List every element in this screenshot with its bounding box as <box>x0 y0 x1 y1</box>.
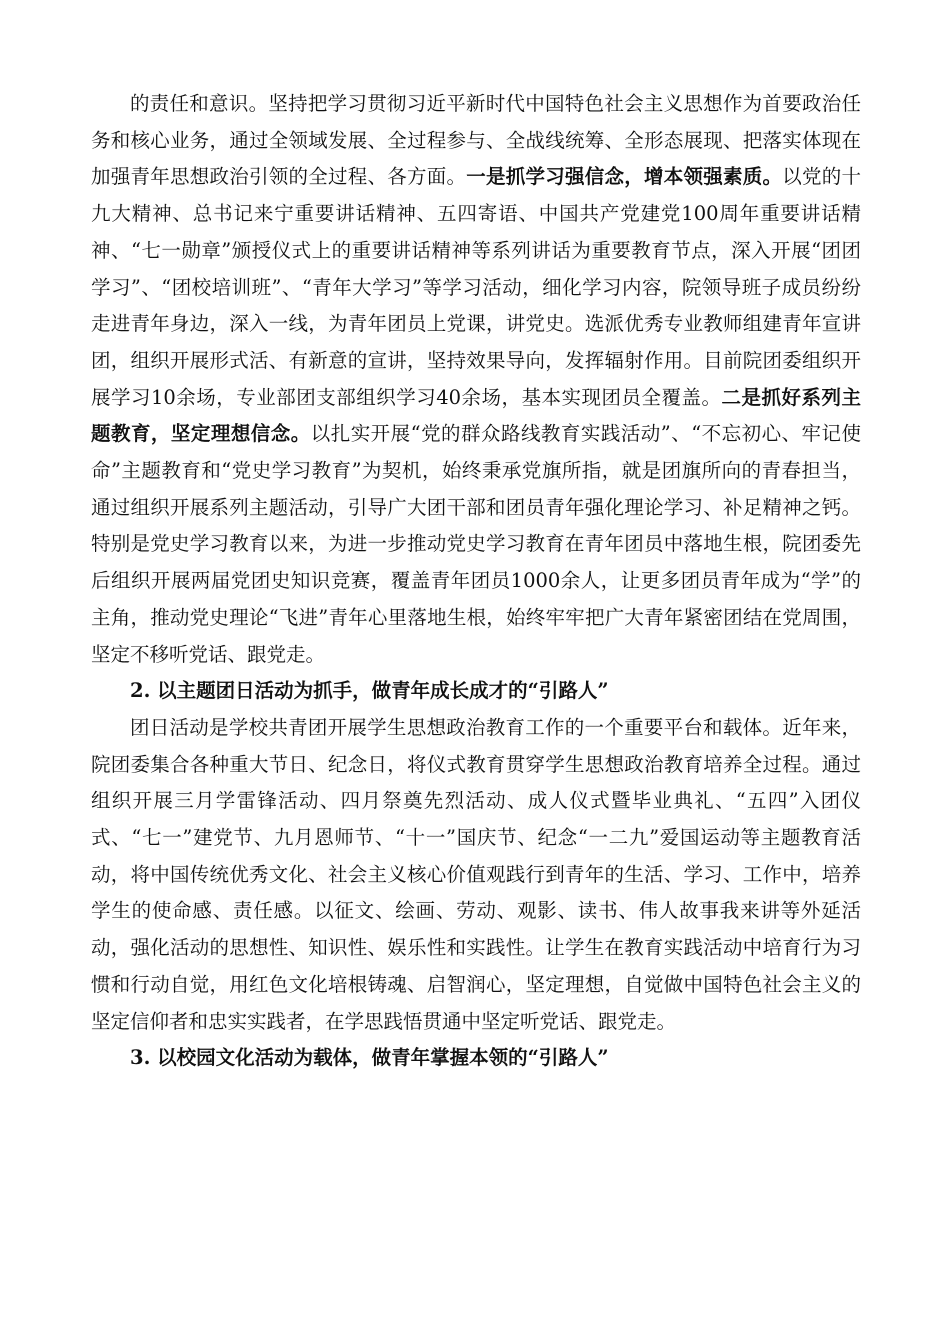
paragraph-1-text-b: 以党的十九大精神、总书记来宁重要讲话精神、五四寄语、中国共产党建党100周年重要讲话精神、“七一勋章”颁授仪式上的重要讲话精神等系列讲话为重要教育节点，深入开展“团团学习”、“团校培训班”、“青年大学习”等学习活动，细化学习内容，院领导班子成员纷纷走进青年身边，深入一线，为青年团员上党课，讲党史。选派优秀专业教师组建青年宣讲团，组织开展形式活、有新意的宣讲，坚持效果导向，发挥辐射作用。目前院团委组织开展学习10余场，专业部团支部组织学习40余场，基本实现团员全覆盖。 <box>91 165 861 409</box>
section-heading-3: 3. 以校园文化活动为载体，做青年掌握本领的“引路人” <box>130 1046 609 1070</box>
paragraph-1 <box>91 86 861 673</box>
paragraph-1-text-a: 的责任和意识。坚持把学习贯彻习近平新时代中国特色社会主义思想作为首要政治任务和核心业务，通过全领域发展、全过程参与、全战线统筹、全形态展现、把落实体现在加强青年思想政治引领的全过程、各方面。 <box>91 92 861 189</box>
paragraph-2: 团日活动是学校共青团开展学生思想政治教育工作的一个重要平台和载体。近年来，院团委集合各种重大节日、纪念日，将仪式教育贯穿学生思想政治教育培养全过程。通过组织开展三月学雷锋活动、四月祭奠先烈活动、成人仪式暨毕业典礼、“五四”入团仪式、“七一”建党节、九月恩师节、“十一”国庆节、纪念“一二九”爱国运动等主题教育活动，将中国传统优秀文化、社会主义核心价值观践行到青年的生活、学习、工作中，培养学生的使命感、责任感。以征文、绘画、劳动、观影、读书、伟人故事我来讲等外延活动，强化活动的思想性、知识性、娱乐性和实践性。让学生在教育实践活动中培育行为习惯和行动自觉，用红色文化培根铸魂、启智润心，坚定理想，自觉做中国特色社会主义的坚定信仰者和忠实实践者，在学思践悟贯通中坚定听党话、跟党走。 <box>91 715 861 1033</box>
point-one-heading: 一是抓学习强信念，增本领强素质。 <box>466 165 783 189</box>
document-page <box>91 86 861 1077</box>
paragraph-1-text-c: 以扎实开展“党的群众路线教育实践活动”、“不忘初心、牢记使命”主题教育和“党史学习教育”为契机，始终秉承党旗所指，就是团旗所向的青春担当，通过组织开展系列主题活动，引导广大团干部和团员青年强化理论学习、补足精神之钙。特别是党史学习教育以来，为进一步推动党史学习教育在青年团员中落地生根，院团委先后组织开展两届党团史知识竞赛，覆盖青年团员1000余人，让更多团员青年成为“学”的主角，推动党史理论“飞进”青年心里落地生根，始终牢牢把广大青年紧密团结在党周围，坚定不移听党话、跟党走。 <box>91 422 861 666</box>
point-two-heading: 二是抓好系列主题教育，坚定理想信念。 <box>91 385 861 446</box>
section-heading-2: 2. 以主题团日活动为抓手，做青年成长成才的“引路人” <box>130 679 609 703</box>
